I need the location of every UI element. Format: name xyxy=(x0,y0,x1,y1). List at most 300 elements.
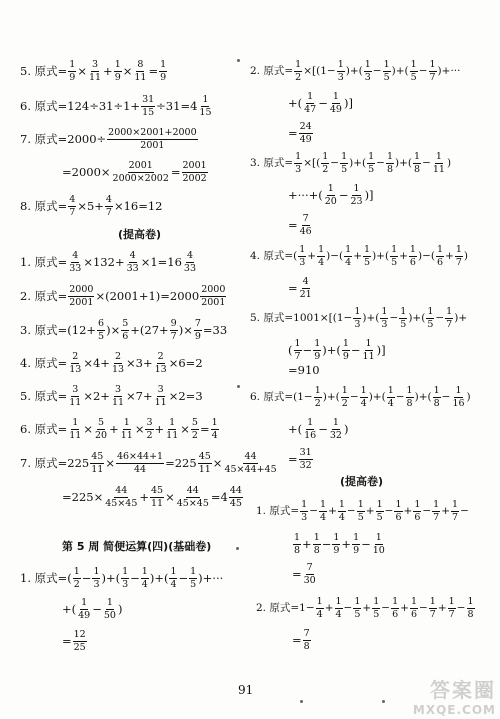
fraction: $\frac{4}{7}$ xyxy=(69,194,76,218)
expr-text: = xyxy=(288,217,298,232)
fraction: $\frac{1}{6}$ xyxy=(395,499,402,523)
section-heading-advanced: (提高卷) xyxy=(118,228,162,241)
left-q7b xyxy=(62,486,244,509)
expr-text: 1. 原式=( xyxy=(20,570,72,585)
expr-text: ×6=2 xyxy=(168,355,203,370)
expr-text: − xyxy=(418,65,428,78)
left-q4 xyxy=(20,352,203,375)
expr-text: = xyxy=(288,280,298,295)
expr-text: ) xyxy=(117,601,123,616)
expr-text: 4. 原式=( xyxy=(250,250,298,263)
fraction: $\frac{1}{4}$ xyxy=(335,596,342,620)
right-t2b xyxy=(292,629,312,652)
fraction: $\frac{1}{3}$ xyxy=(354,306,361,330)
fraction: $\frac{7}{30}$ xyxy=(303,562,316,586)
expr-text: +( xyxy=(288,421,303,436)
fraction: $\frac{1}{5}$ xyxy=(400,306,407,330)
expr-text: )+( xyxy=(368,391,386,404)
fraction: $\frac{2000\times 2001+2000}{2001}$ xyxy=(108,127,197,151)
fraction: $\frac{1}{7}$ xyxy=(452,499,459,523)
expr-text: ×5+ xyxy=(77,198,104,213)
expr-text: + xyxy=(154,421,165,436)
expr-text: )+( xyxy=(322,391,340,404)
expr-text: + xyxy=(328,505,337,518)
expr-text: 3. 原式=(12+ xyxy=(20,322,97,337)
fraction: $\frac{1}{47}$ xyxy=(304,91,317,115)
fraction: $\frac{1}{5}$ xyxy=(341,151,348,175)
fraction: $\frac{9}{7}$ xyxy=(170,318,177,342)
expr-text: − xyxy=(330,157,340,170)
fraction: $\frac{1}{7}$ xyxy=(448,596,455,620)
left-p7a xyxy=(20,128,199,151)
fraction: $\frac{2000}{2001}$ xyxy=(69,284,94,308)
fraction: $\frac{1}{3}$ xyxy=(295,151,302,175)
watermark-text: 答案圈 xyxy=(430,678,496,702)
fraction: $\frac{2001}{2002}$ xyxy=(182,160,207,184)
expr-text: 2. 原式=1− xyxy=(256,602,315,615)
fraction: $\frac{7}{46}$ xyxy=(299,213,312,237)
fraction: $\frac{1}{11}$ xyxy=(432,151,445,175)
fraction: $\frac{4}{33}$ xyxy=(126,250,139,274)
expr-text: × xyxy=(134,421,145,436)
expr-text: )+( xyxy=(362,312,380,325)
fraction: $\frac{1}{16}$ xyxy=(452,385,465,409)
fraction: $\frac{1}{5}$ xyxy=(410,59,417,83)
fraction: $\frac{1}{3}$ xyxy=(381,306,388,330)
expr-text: ×[(1− xyxy=(303,65,336,78)
expr-text: ×1=16 xyxy=(140,254,182,269)
expr-text: )+( xyxy=(414,391,432,404)
fraction: $\frac{2000}{2001}$ xyxy=(201,284,226,308)
expr-text: + xyxy=(324,602,334,615)
expr-text: × xyxy=(212,455,223,470)
fraction: $\frac{3}{11}$ xyxy=(111,384,125,408)
fraction: $\frac{1}{20}$ xyxy=(324,183,337,207)
expr-text: +···+( xyxy=(288,187,323,202)
expr-text: 5. 原式=1001×[(1− xyxy=(250,312,353,325)
expr-text: × xyxy=(105,455,115,470)
expr-text: × xyxy=(180,421,190,436)
expr-text: )+··· xyxy=(437,65,461,78)
fraction: $\frac{6}{5}$ xyxy=(98,318,105,342)
fraction: $\frac{1}{7}$ xyxy=(433,499,440,523)
fraction: $\frac{1}{8}$ xyxy=(414,151,421,175)
expr-text: )] xyxy=(364,187,374,202)
fraction: $\frac{1}{5}$ xyxy=(190,566,197,590)
expr-text: − xyxy=(350,342,361,357)
expr-text: + xyxy=(365,505,375,518)
fraction: $\frac{31}{15}$ xyxy=(142,94,155,118)
fraction: $\frac{1}{7}$ xyxy=(429,59,436,83)
fraction: $\frac{2}{13}$ xyxy=(111,351,125,375)
left-r1c xyxy=(62,630,88,653)
fraction: $\frac{44}{45\times 44+45}$ xyxy=(224,451,277,475)
left-q6 xyxy=(20,418,220,441)
fraction: $\frac{1}{6}$ xyxy=(392,596,399,620)
expr-text: − xyxy=(309,505,319,518)
expr-text: ) xyxy=(343,421,349,436)
expr-text: − xyxy=(395,391,405,404)
expr-text: =2000× xyxy=(62,164,111,179)
expr-text: + xyxy=(445,250,454,263)
expr-text: 1. 原式= xyxy=(256,505,300,518)
fraction: $\frac{7}{8}$ xyxy=(303,628,310,652)
left-q5 xyxy=(20,385,203,408)
expr-text: + xyxy=(341,536,352,551)
expr-text: − xyxy=(460,505,469,518)
expr-text: − xyxy=(361,536,371,551)
expr-text: +( xyxy=(62,601,77,616)
expr-text: + xyxy=(103,63,113,78)
expr-text: − xyxy=(318,95,328,110)
expr-text: = xyxy=(292,566,302,581)
left-q3 xyxy=(20,319,227,342)
expr-text: × xyxy=(83,421,93,436)
fraction: $\frac{3}{2}$ xyxy=(146,417,153,441)
watermark-url: MXQE.COM xyxy=(412,703,496,717)
expr-text: ×7+ xyxy=(126,388,153,403)
fraction: $\frac{1}{8}$ xyxy=(406,385,413,409)
left-p8 xyxy=(20,195,163,218)
expr-text: )] xyxy=(376,342,386,357)
right-s6b xyxy=(288,418,348,441)
expr-text: − xyxy=(349,391,359,404)
fraction: $\frac{1}{4}$ xyxy=(387,385,394,409)
fraction: $\frac{1}{5}$ xyxy=(368,151,375,175)
fraction: $\frac{1}{4}$ xyxy=(170,566,177,590)
left-q7a xyxy=(20,452,279,475)
fraction: $\frac{1}{4}$ xyxy=(320,499,327,523)
expr-text: )] xyxy=(343,95,353,110)
fraction: $\frac{1}{8}$ xyxy=(313,532,320,556)
expr-text: )−( xyxy=(417,250,435,263)
page-number: 91 xyxy=(238,683,254,697)
print-dot xyxy=(237,59,240,62)
fraction: $\frac{1}{11}$ xyxy=(166,417,179,441)
fraction: $\frac{1}{49}$ xyxy=(78,597,91,621)
fraction: $\frac{44}{45\times 45}$ xyxy=(105,485,138,509)
expr-text: )+( xyxy=(408,312,426,325)
fraction: $\frac{1}{9}$ xyxy=(333,532,340,556)
expr-text: − xyxy=(422,505,432,518)
expr-text: )× xyxy=(106,322,121,337)
expr-text: − xyxy=(389,312,399,325)
fraction: $\frac{1}{15}$ xyxy=(199,94,212,118)
fraction: $\frac{1}{4}$ xyxy=(316,596,323,620)
expr-text: 2. 原式= xyxy=(250,65,294,78)
fraction: $\frac{12}{25}$ xyxy=(73,629,86,653)
fraction: $\frac{1}{2}$ xyxy=(295,59,302,83)
expr-text: + xyxy=(109,421,119,436)
fraction: $\frac{44}{45}$ xyxy=(229,485,242,509)
right-s4b xyxy=(288,277,314,300)
expr-text: + xyxy=(437,602,447,615)
fraction: $\frac{1}{16}$ xyxy=(304,417,317,441)
expr-text: + xyxy=(139,489,150,504)
expr-text: )+( xyxy=(322,342,341,357)
fraction: $\frac{4}{7}$ xyxy=(105,194,112,218)
expr-text: ÷31=4 xyxy=(156,98,198,113)
right-s2a xyxy=(250,60,460,83)
left-q1 xyxy=(20,251,198,274)
fraction: $\frac{1}{5}$ xyxy=(364,244,371,268)
fraction: $\frac{3}{11}$ xyxy=(69,384,82,408)
expr-text: )× xyxy=(178,322,193,337)
expr-text: = xyxy=(148,63,159,78)
expr-text: − xyxy=(318,421,328,436)
fraction: $\frac{1}{9}$ xyxy=(69,59,76,83)
fraction: $\frac{1}{2}$ xyxy=(341,385,348,409)
print-dot xyxy=(237,385,240,388)
fraction: $\frac{1}{2}$ xyxy=(322,151,329,175)
expr-text: +( xyxy=(288,95,303,110)
expr-text: ) xyxy=(446,157,452,170)
fraction: $\frac{1}{9}$ xyxy=(314,338,321,362)
fraction: $\frac{1}{6}$ xyxy=(436,244,444,268)
fraction: $\frac{3}{11}$ xyxy=(154,384,167,408)
expr-text: − xyxy=(441,391,451,404)
expr-text: − xyxy=(346,505,356,518)
fraction: $\frac{1}{7}$ xyxy=(455,244,462,268)
expr-text: − xyxy=(302,342,313,357)
fraction: $\frac{1}{11}$ xyxy=(69,417,82,441)
expr-text: = xyxy=(199,421,210,436)
fraction: $\frac{45}{11}$ xyxy=(91,451,104,475)
expr-text: )−( xyxy=(326,250,344,263)
fraction: $\frac{1}{6}$ xyxy=(410,596,417,620)
fraction: $\frac{1}{9}$ xyxy=(342,338,349,362)
expr-text: = xyxy=(62,633,72,648)
right-s6a xyxy=(250,386,471,409)
expr-text: − xyxy=(422,157,431,170)
fraction: $\frac{1}{49}$ xyxy=(329,91,342,115)
fraction: $\frac{45}{11}$ xyxy=(198,451,211,475)
expr-text: ×3+ xyxy=(126,355,153,370)
expr-text: − xyxy=(321,536,332,551)
right-t1b xyxy=(292,533,387,556)
expr-text: )+( xyxy=(101,570,121,585)
expr-text: ×[( xyxy=(303,157,321,170)
right-t1c xyxy=(292,563,318,586)
fraction: $\frac{1}{5}$ xyxy=(357,499,364,523)
fraction: $\frac{2001}{2000\times 2002}$ xyxy=(112,160,169,184)
fraction: $\frac{1}{11}$ xyxy=(362,338,375,362)
fraction: $\frac{1}{7}$ xyxy=(294,338,301,362)
fraction: $\frac{1}{3}$ xyxy=(364,59,371,83)
expr-text: 6. 原式=124÷31÷1+ xyxy=(20,98,141,113)
fraction: $\frac{1}{4}$ xyxy=(318,244,325,268)
expr-text: 3. 原式= xyxy=(250,157,294,170)
fraction: $\frac{1}{7}$ xyxy=(446,306,453,330)
fraction: $\frac{1}{4}$ xyxy=(360,385,367,409)
expr-text: ×2=3 xyxy=(168,388,203,403)
fraction: $\frac{1}{8}$ xyxy=(386,151,394,175)
fraction: $\frac{1}{9}$ xyxy=(114,59,121,83)
fraction: $\frac{1}{4}$ xyxy=(345,244,352,268)
expr-text: = xyxy=(170,164,181,179)
expr-text: =225× xyxy=(62,489,104,504)
expr-text: − xyxy=(92,601,102,616)
fraction: $\frac{46\times 44+1}{44}$ xyxy=(116,451,164,475)
fraction: $\frac{1}{23}$ xyxy=(350,183,363,207)
fraction: $\frac{1}{3}$ xyxy=(122,566,129,590)
expr-text: − xyxy=(418,602,428,615)
fraction: $\frac{1}{5}$ xyxy=(373,596,380,620)
fraction: $\frac{2}{13}$ xyxy=(154,351,167,375)
fraction: $\frac{5}{6}$ xyxy=(122,318,129,342)
fraction: $\frac{44}{45\times 45}$ xyxy=(176,485,209,509)
right-s3b xyxy=(288,184,374,207)
right-s3c xyxy=(288,214,314,237)
fraction: $\frac{24}{49}$ xyxy=(299,121,312,145)
expr-text: − xyxy=(372,65,382,78)
expr-text: × xyxy=(165,489,175,504)
fraction: $\frac{1}{10}$ xyxy=(372,532,385,556)
expr-text: − xyxy=(178,570,189,585)
fraction: $\frac{1}{5}$ xyxy=(427,306,434,330)
left-p5 xyxy=(20,60,168,83)
expr-text: = xyxy=(292,632,302,647)
expr-text: )+ xyxy=(454,312,468,325)
right-t1a xyxy=(256,500,469,523)
fraction: $\frac{1}{50}$ xyxy=(103,597,116,621)
expr-text: =225 xyxy=(165,455,197,470)
right-s5b xyxy=(288,339,386,362)
expr-text: ×(2001+1)=2000 xyxy=(95,288,200,303)
expr-text: + xyxy=(302,536,312,551)
expr-text: 1. 原式= xyxy=(20,254,68,269)
expr-text: − xyxy=(338,187,349,202)
left-p7b xyxy=(62,161,209,184)
expr-text: × xyxy=(77,63,87,78)
fraction: $\frac{1}{32}$ xyxy=(329,417,342,441)
section-heading-advanced-right: (提高卷) xyxy=(340,475,384,488)
expr-text: − xyxy=(381,602,391,615)
expr-text: =33 xyxy=(202,322,228,337)
expr-text: )+( xyxy=(395,157,413,170)
fraction: $\frac{1}{6}$ xyxy=(409,244,416,268)
expr-text: )+( xyxy=(391,65,409,78)
fraction: $\frac{1}{5}$ xyxy=(376,499,383,523)
fraction: $\frac{1}{9}$ xyxy=(160,59,167,83)
expr-text: )+( xyxy=(345,65,363,78)
fraction: $\frac{4}{33}$ xyxy=(69,250,82,274)
expr-text: × xyxy=(122,63,133,78)
expr-text: = xyxy=(288,451,298,466)
expr-text: − xyxy=(343,602,353,615)
fraction: $\frac{1}{8}$ xyxy=(294,532,301,556)
fraction: $\frac{1}{11}$ xyxy=(120,417,133,441)
expr-text: + xyxy=(403,505,413,518)
fraction: $\frac{1}{8}$ xyxy=(467,596,474,620)
fraction: $\frac{7}{9}$ xyxy=(194,318,201,342)
fraction: $\frac{1}{5}$ xyxy=(354,596,361,620)
expr-text: 7. 原式=225 xyxy=(20,455,90,470)
right-s3a xyxy=(250,152,451,175)
fraction: $\frac{5}{20}$ xyxy=(95,417,108,441)
expr-text: = xyxy=(288,125,298,140)
fraction: $\frac{1}{4}$ xyxy=(338,499,345,523)
expr-text: − xyxy=(81,570,92,585)
expr-text: + xyxy=(362,602,372,615)
left-p6 xyxy=(20,95,214,118)
expr-text: )+( xyxy=(349,157,367,170)
expr-text: +(27+ xyxy=(130,322,169,337)
expr-text: ) xyxy=(463,250,468,263)
expr-text: − xyxy=(435,312,445,325)
expr-text: )+( xyxy=(372,250,390,263)
fraction: $\frac{8}{11}$ xyxy=(134,59,147,83)
expr-text: )+··· xyxy=(198,570,224,585)
right-s5c xyxy=(288,365,320,377)
fraction: $\frac{1}{6}$ xyxy=(414,499,421,523)
fraction: $\frac{1}{3}$ xyxy=(299,244,306,268)
fraction: $\frac{1}{9}$ xyxy=(353,532,360,556)
expr-text: − xyxy=(384,505,394,518)
expr-text: − xyxy=(456,602,466,615)
right-s5a xyxy=(250,307,467,330)
expr-text: 2. 原式= xyxy=(20,288,68,303)
right-t2a xyxy=(256,597,476,620)
print-dot xyxy=(300,700,303,703)
expr-text: + xyxy=(353,250,363,263)
expr-text: 5. 原式= xyxy=(20,63,68,78)
right-s4a xyxy=(250,245,468,268)
expr-text: − xyxy=(130,570,140,585)
fraction: $\frac{3}{11}$ xyxy=(88,59,102,83)
fraction: $\frac{1}{8}$ xyxy=(433,385,440,409)
fraction: $\frac{1}{3}$ xyxy=(93,566,100,590)
expr-text: 5. 原式= xyxy=(20,388,68,403)
expr-text: ×2+ xyxy=(83,388,110,403)
fraction: $\frac{1}{2}$ xyxy=(314,385,321,409)
left-q2 xyxy=(20,285,227,308)
expr-text: ×132+ xyxy=(83,254,125,269)
expr-text: 6. 原式= xyxy=(20,421,68,436)
fraction: $\frac{4}{21}$ xyxy=(299,276,312,300)
expr-text: 8. 原式= xyxy=(20,198,68,213)
expr-text: + xyxy=(400,602,409,615)
print-dot xyxy=(382,700,385,703)
expr-text: ×4+ xyxy=(83,355,110,370)
fraction: $\frac{45}{11}$ xyxy=(151,485,164,509)
fraction: $\frac{4}{33}$ xyxy=(183,250,197,274)
expr-text: + xyxy=(307,250,317,263)
expr-text: )+( xyxy=(149,570,169,585)
fraction: $\frac{1}{5}$ xyxy=(383,59,390,83)
fraction: $\frac{1}{4}$ xyxy=(211,417,218,441)
expr-text: 7. 原式=2000÷ xyxy=(20,131,107,146)
section-heading-week5: 第 5 周 简便运算(四)(基础卷) xyxy=(62,540,212,553)
right-s6c xyxy=(288,448,314,471)
fraction: $\frac{1}{3}$ xyxy=(301,499,308,523)
expr-text: + xyxy=(399,250,408,263)
expr-text: ×16=12 xyxy=(113,198,163,213)
fraction: $\frac{1}{3}$ xyxy=(337,59,344,83)
fraction: $\frac{1}{7}$ xyxy=(429,596,436,620)
right-s2c xyxy=(288,122,314,145)
expr-text: =4 xyxy=(210,489,228,504)
right-s2b xyxy=(288,92,353,115)
fraction: $\frac{1}{2}$ xyxy=(73,566,80,590)
expr-text: + xyxy=(441,505,451,518)
fraction: $\frac{1}{4}$ xyxy=(141,566,148,590)
left-r1a xyxy=(20,567,223,590)
expr-text: 4. 原式= xyxy=(20,355,68,370)
fraction: $\frac{5}{2}$ xyxy=(191,417,198,441)
expr-text: =910 xyxy=(288,363,320,377)
print-dot xyxy=(236,547,239,550)
